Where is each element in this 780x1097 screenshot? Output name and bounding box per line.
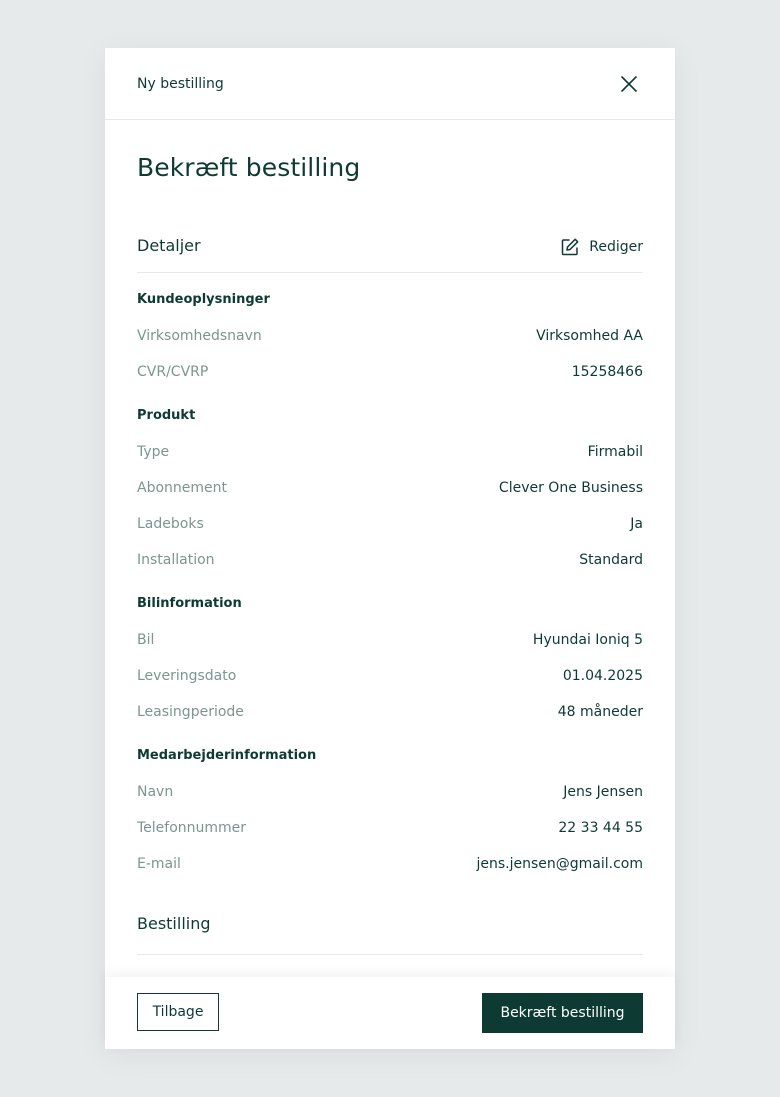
detail-row — [137, 326, 643, 346]
group-title-bilinformation: Bilinformation — [137, 596, 242, 611]
detail-row — [137, 782, 643, 802]
detail-row — [137, 702, 643, 722]
page-title: Bekræft bestilling — [137, 153, 361, 182]
edit-icon — [560, 237, 580, 257]
detail-label: Ladeboks — [137, 516, 204, 532]
group-title-produkt: Produkt — [137, 408, 196, 423]
edit-button[interactable] — [560, 236, 643, 258]
detail-value: Jens Jensen — [563, 784, 643, 800]
detail-value: 22 33 44 55 — [558, 820, 643, 836]
modal-header-title: Ny bestilling — [137, 76, 224, 92]
detail-row — [137, 854, 643, 874]
detail-label: Bil — [137, 632, 155, 648]
detail-value: 48 måneder — [557, 704, 643, 720]
close-button[interactable] — [619, 74, 639, 94]
detail-value: jens.jensen@gmail.com — [476, 856, 643, 872]
detail-label: CVR/CVRP — [137, 364, 209, 380]
order-modal — [105, 48, 675, 1049]
close-icon — [619, 74, 639, 94]
group-title-medarbejderinformation: Medarbejderinformation — [137, 748, 317, 763]
detail-label: Navn — [137, 784, 174, 800]
detail-row — [137, 442, 643, 462]
detail-row — [137, 818, 643, 838]
detail-value: Ja — [630, 516, 643, 532]
details-section-header — [137, 226, 643, 273]
details-section-title: Detaljer — [137, 236, 201, 255]
confirm-order-button[interactable]: Bekræft bestilling — [482, 993, 643, 1033]
detail-value: Clever One Business — [498, 480, 643, 496]
detail-row — [137, 550, 643, 570]
detail-label: Installation — [137, 552, 215, 568]
order-section-header — [137, 908, 643, 955]
detail-label: Virksomhedsnavn — [137, 328, 262, 344]
detail-value: 01.04.2025 — [562, 668, 643, 684]
detail-label: Leasingperiode — [137, 704, 244, 720]
detail-row — [137, 514, 643, 534]
modal-footer — [105, 977, 675, 1049]
detail-label: E-mail — [137, 856, 181, 872]
detail-label: Abonnement — [137, 480, 228, 496]
detail-value: Firmabil — [587, 444, 643, 460]
detail-label: Telefonnummer — [137, 820, 247, 836]
edit-button-label: Rediger — [589, 239, 643, 255]
detail-value: 15258466 — [571, 364, 643, 380]
detail-value: Standard — [579, 552, 643, 568]
detail-row — [137, 478, 643, 498]
detail-row — [137, 362, 643, 382]
back-button[interactable]: Tilbage — [137, 993, 219, 1031]
order-section-title: Bestilling — [137, 914, 211, 933]
detail-label: Type — [137, 444, 170, 460]
detail-value: Hyundai Ioniq 5 — [532, 632, 643, 648]
modal-header — [105, 48, 675, 120]
detail-value: Virksomhed AA — [536, 328, 643, 344]
detail-label: Leveringsdato — [137, 668, 237, 684]
detail-row — [137, 666, 643, 686]
detail-row — [137, 630, 643, 650]
group-title-kundeoplysninger: Kundeoplysninger — [137, 292, 270, 307]
